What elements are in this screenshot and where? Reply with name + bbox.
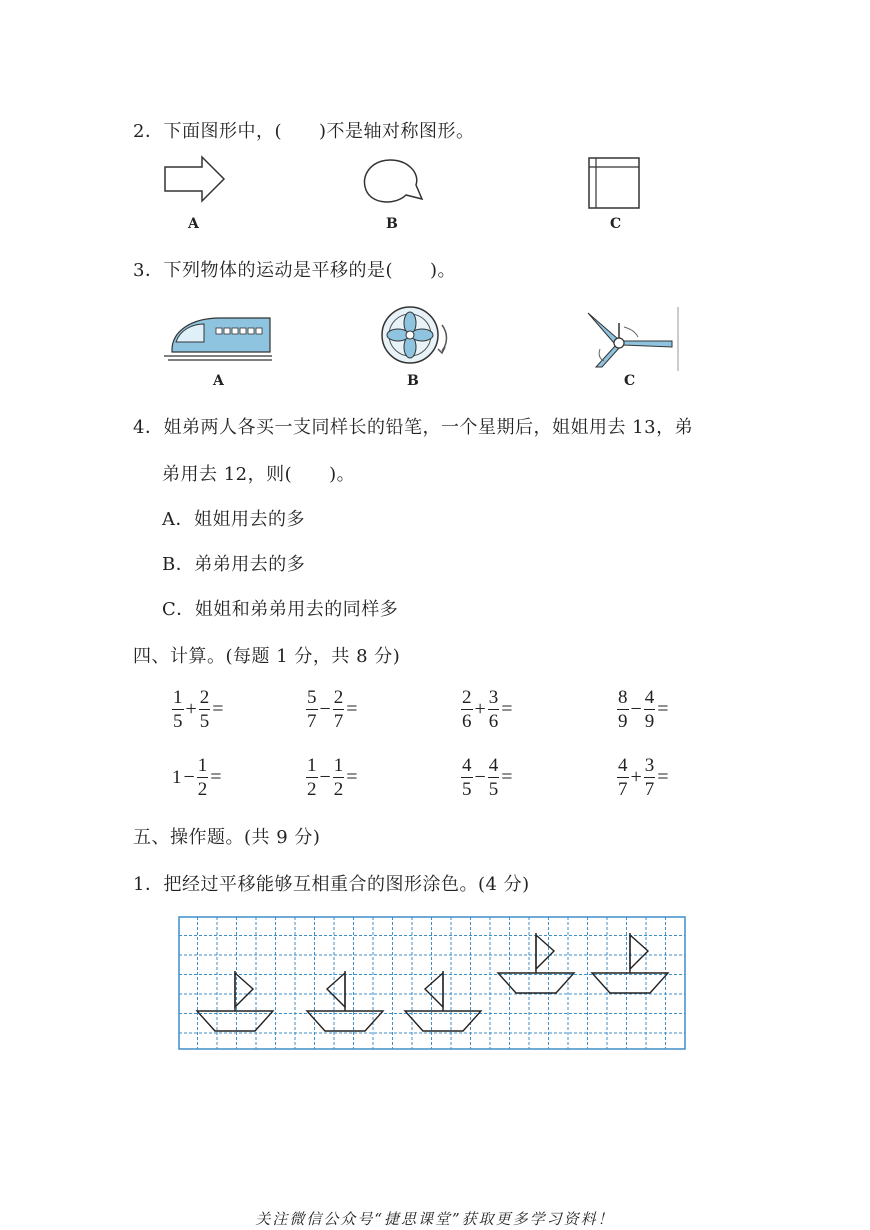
question-2-text: 2．下面图形中，( )不是轴对称图形。	[133, 121, 475, 142]
calc-item: 1 5 + $\frac{2}{5}$ =	[173, 687, 224, 732]
option-a-label: A	[188, 216, 199, 232]
arrow-shape-a	[160, 155, 230, 205]
choice-c: C．姐姐和弟弟用去的同样多	[162, 599, 399, 620]
choice-a: A．姐姐用去的多	[162, 509, 305, 530]
speech-bubble-shape-b	[358, 155, 428, 210]
calc-item: 4 5 − $\frac{4}{5}$ =	[462, 755, 513, 800]
calc-item: 5 7 − $\frac{2}{7}$ =	[307, 687, 358, 732]
fan-image-b	[376, 303, 454, 365]
option-b-label: B	[407, 373, 419, 389]
calc-item: 2 6 + $\frac{3}{6}$ =	[462, 687, 513, 732]
option-a-label: A	[213, 373, 224, 389]
calc-item: 4 7 + $\frac{3}{7}$ =	[618, 755, 669, 800]
question-3-text: 3．下列物体的运动是平移的是( )。	[133, 260, 456, 281]
choice-b: B．弟弟用去的多	[162, 554, 306, 575]
grid-square-shape-c	[586, 155, 646, 213]
boat-shape	[592, 933, 668, 993]
boat-shape	[405, 971, 481, 1031]
calc-item: 1 − $\frac{1}{2}$ =	[172, 755, 222, 800]
section-5-title: 五、操作题。(共 9 分)	[133, 827, 321, 848]
calc-item: 8 9 − $\frac{4}{9}$ =	[618, 687, 669, 732]
boat-shape	[197, 971, 273, 1031]
train-image-a	[160, 310, 275, 365]
section-4-title: 四、计算。(每题 1 分，共 8 分)	[133, 646, 401, 667]
option-c-label: C	[610, 216, 622, 232]
ceiling-fan-image-c	[584, 305, 684, 373]
footer-note: 关注微信公众号“捷思课堂”获取更多学习资料！	[255, 1210, 615, 1228]
boat-shape	[307, 971, 383, 1031]
option-b-label: B	[386, 216, 398, 232]
boat-grid-figure	[178, 916, 688, 1052]
section-5-question-1: 1．把经过平移能够互相重合的图形涂色。(4 分)	[133, 874, 530, 895]
calc-item: 1 2 − $\frac{1}{2}$ =	[307, 755, 358, 800]
question-4-text-cont: 弟用去 12，则( )。	[162, 464, 356, 485]
option-c-label: C	[624, 373, 636, 389]
question-4-text: 4．姐弟两人各买一支同样长的铅笔，一个星期后，姐姐用去 13，弟	[133, 417, 694, 438]
